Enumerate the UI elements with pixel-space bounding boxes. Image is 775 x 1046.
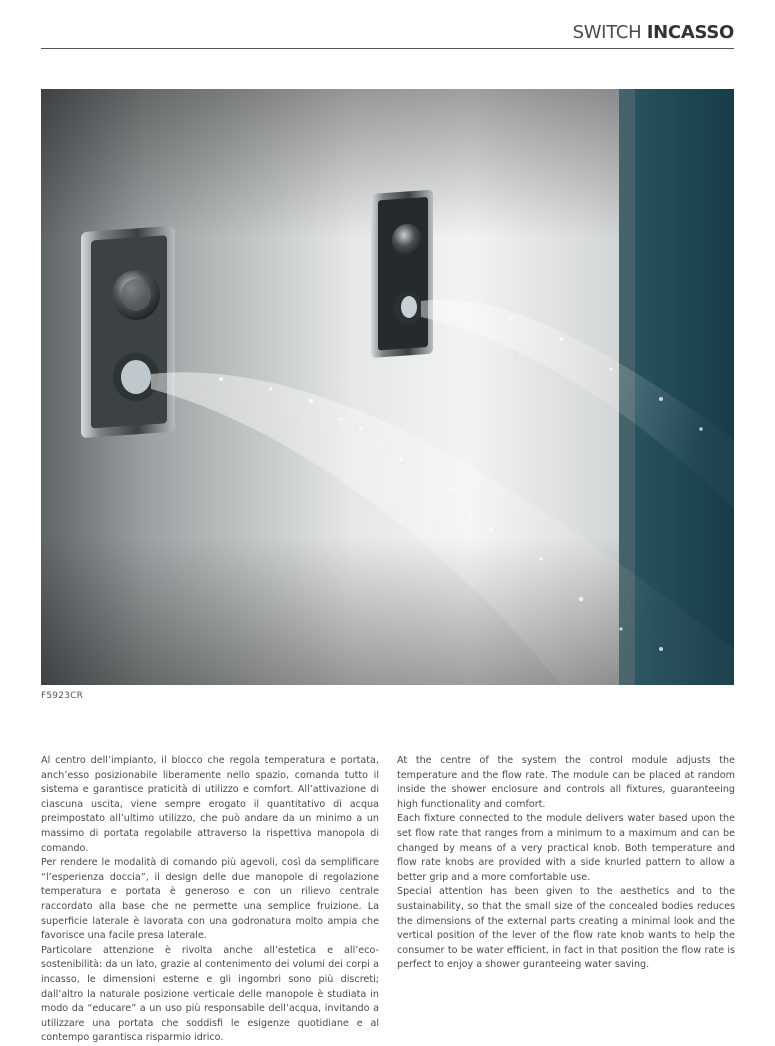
title-bold: INCASSO (646, 22, 734, 43)
english-text-column (397, 754, 735, 973)
italian-text-column (41, 754, 379, 1046)
page-header (41, 18, 734, 49)
en-paragraph-2: Each fixture connected to the module delivers water based upon the set flow rate that ranges from a minimum to a maximum and can be changed by means of a very practical knob. Both temperature and flow rate knobs are provided with a side knurled pattern to allow a better grip and a more comfortable use. (397, 813, 735, 883)
en-paragraph-1: At the centre of the system the control module adjusts the temperature and the flow rate. The module can be placed at random inside the shower enclosure and controls all fixtures, guaranteeing high functionality and comfort. (397, 755, 735, 810)
en-paragraph-3: Special attention has been given to the aesthetics and to the sustainability, so that the small size of the concealed bodies reduces the dimensions of the external parts creating a minimal look and the vertical position of the lever of the flow rate knob wants to help the consumer to be water efficient, in fact in that position the flow rate is perfect to enjoy a shower guranteeing water saving. (397, 886, 735, 971)
page-title (573, 22, 734, 43)
it-paragraph-1: Al centro dell’impianto, il blocco che regola temperatura e portata, anch’esso posizionabile liberamente nello spazio, comanda tutto il sistema e garantisce praticità di utilizzo e comfort. All’attivazione di ciascuna uscita, viene sempre erogato il quantitativo di acqua preimpostato all’ultimo utilizzo, che può andare da un minimo a un massimo di portata regolabile attraverso la rispettiva manopola di comando. (41, 755, 379, 854)
shower-photo (41, 89, 734, 685)
it-paragraph-2: Per rendere le modalità di comando più agevoli, così da semplificare “l’esperienza doccia”, il design delle due manopole di regolazione temperatura e portata è generoso e con un rilievo centrale raccordato alla base che ne permette una semplice fruizione. La superficie laterale è lavorata con una godronatura molto ampia che favorisce una facile presa laterale. (41, 857, 379, 942)
shower-photo-icon (41, 89, 734, 685)
title-light: SWITCH (572, 22, 642, 43)
it-paragraph-3: Particolare attenzione è rivolta anche all’estetica e all’eco-sostenibilità: da un lato, grazie al contenimento dei volumi dei corpi a incasso, le dimensioni esterne e gli ingombri sono più discreti; dall’altro la naturale posizione verticale delle manopole è studiata in modo da “educare” a un uso più responsabile dell’acqua, invitando a utilizzare una portata che soddisfi le esigenze quotidiane e al contempo garantisca risparmio idrico. (41, 944, 379, 1044)
photo-caption: F5923CR (41, 691, 84, 701)
